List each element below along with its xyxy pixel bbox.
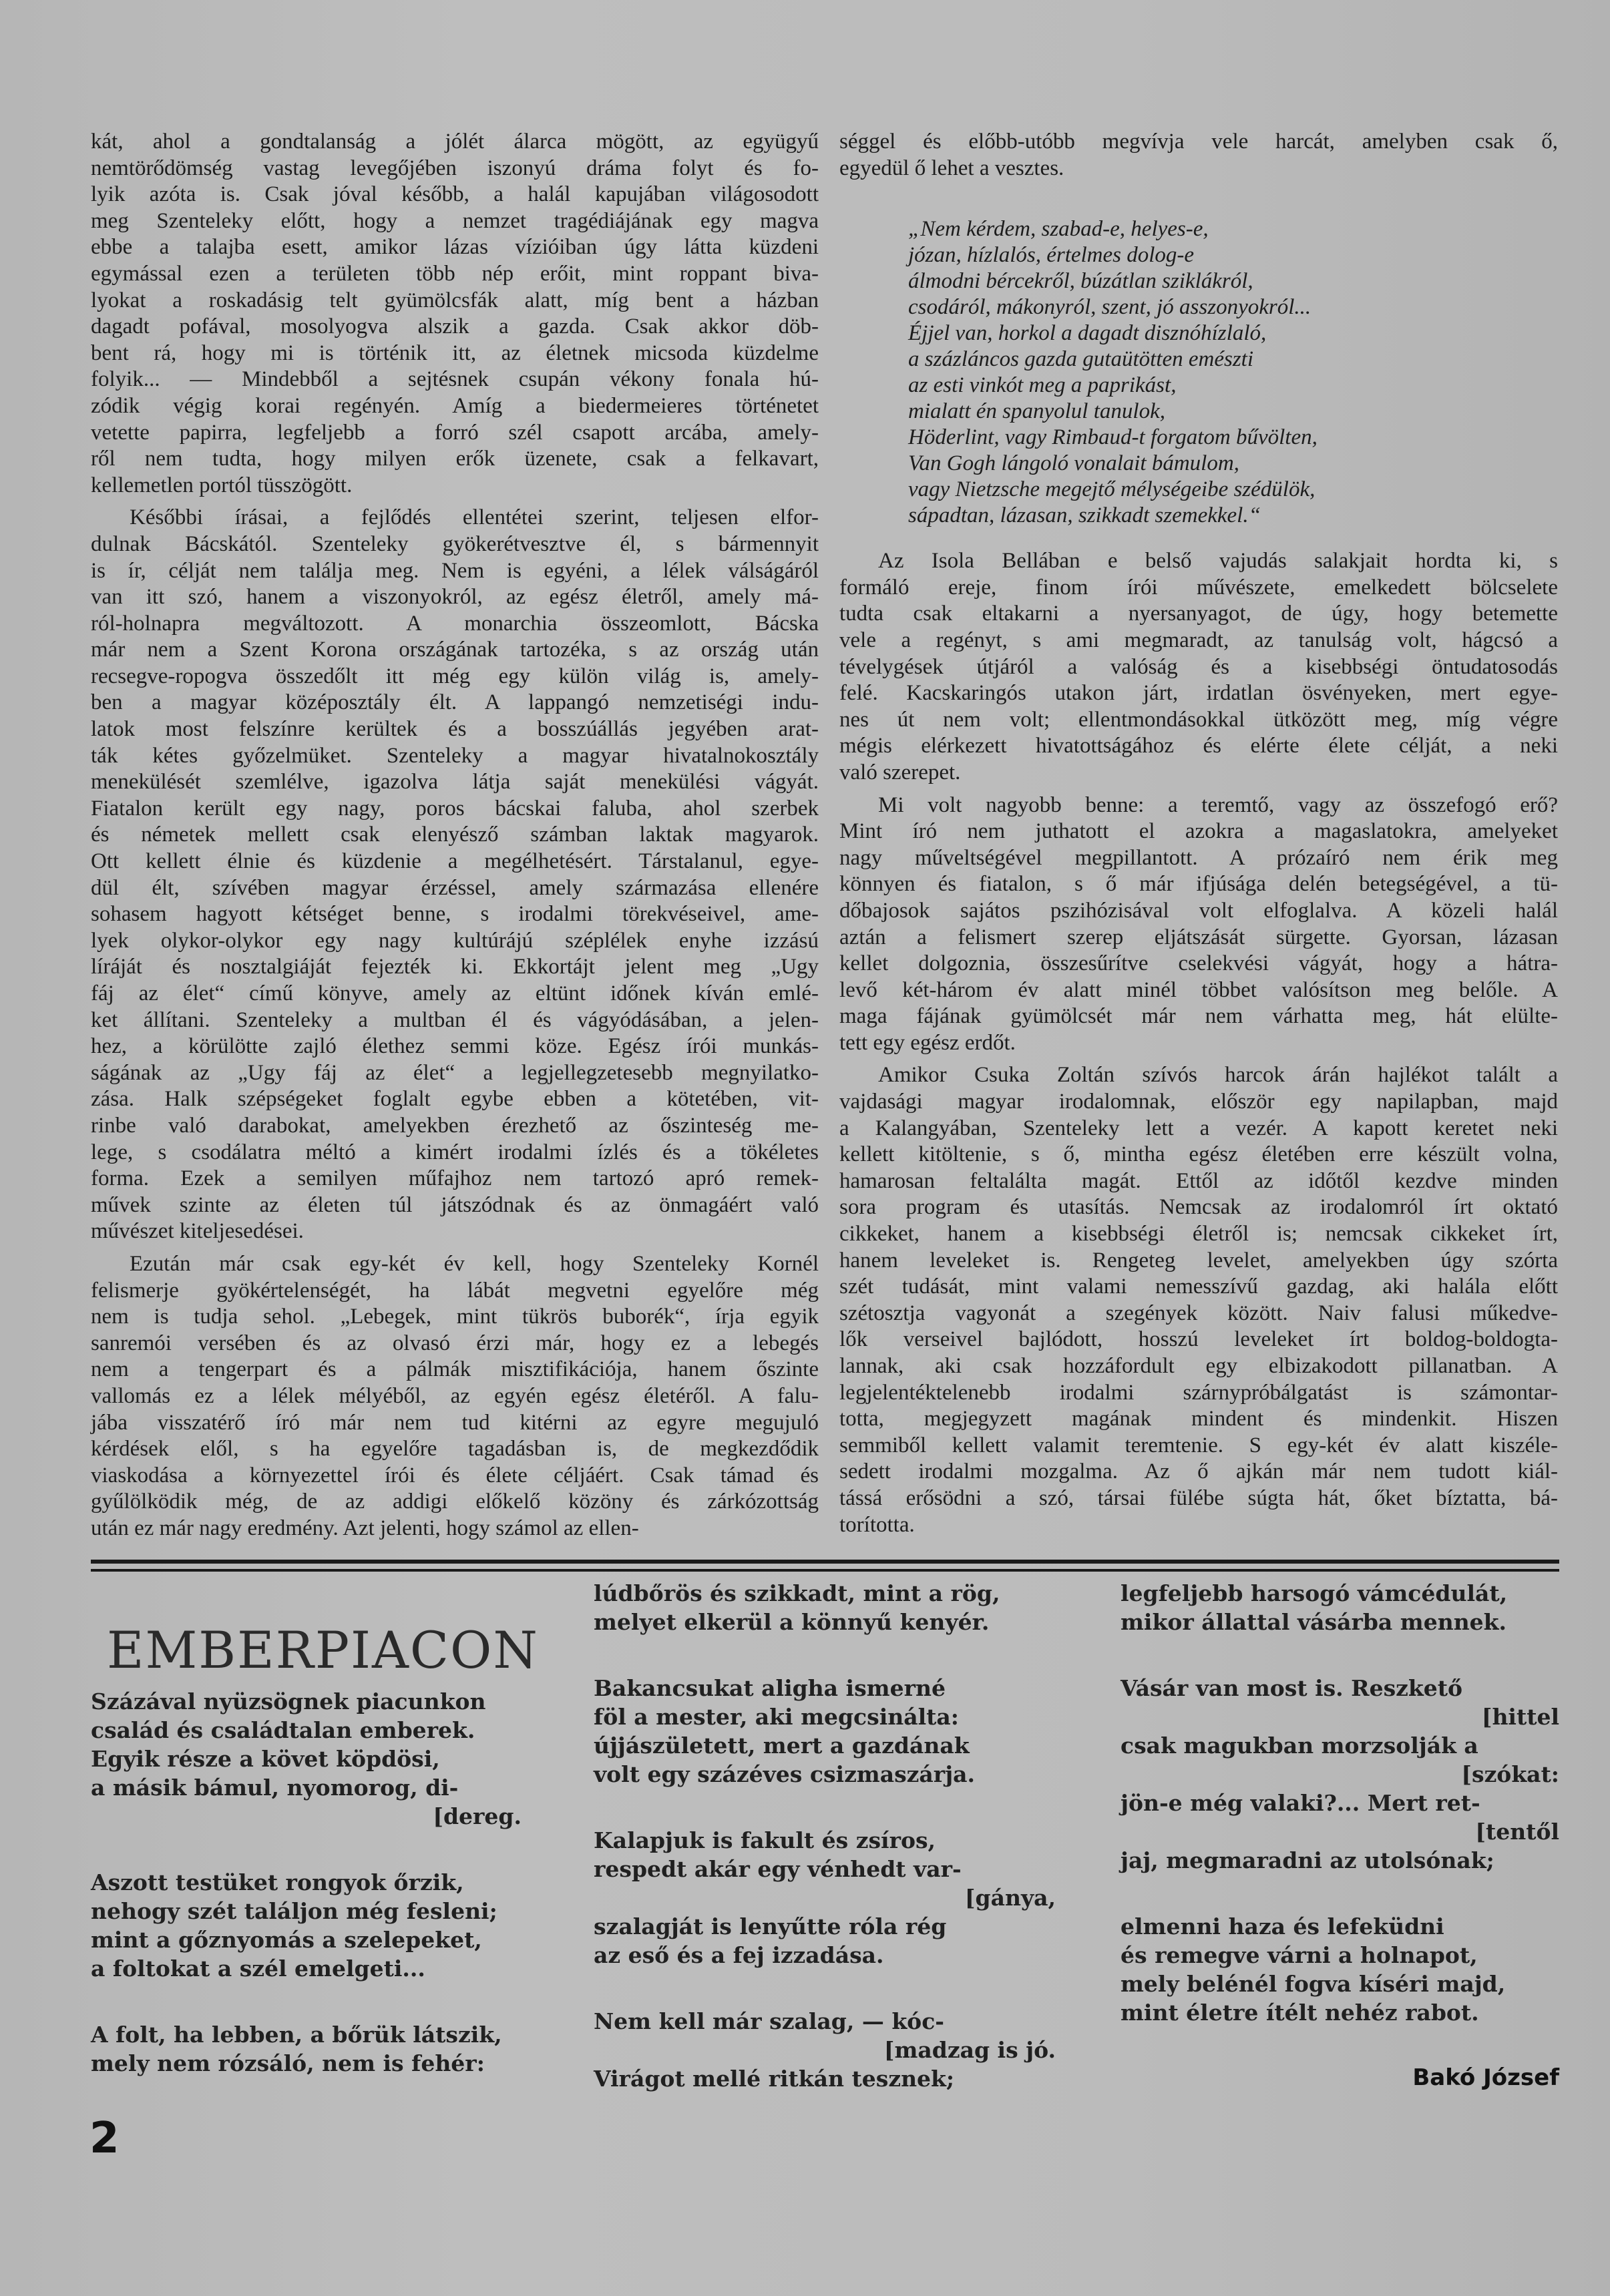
verse-line: sápadtan, lázasan, szikkadt szemekkel.“ [908,503,1261,528]
text-line: kellett kitöltenie, s ő, mintha egész életében erre készült volna, [839,1142,1558,1167]
text-line: Mint író nem juthatott el azokra a magaslatokra, amelyeket [839,819,1558,844]
poem-stanza [1121,1674,1559,1875]
paragraph [91,505,819,1245]
poem-line: mikor állattal vásárba mennek. [1121,1609,1507,1635]
verse-line: Van Gogh lángoló vonalait bámulom, [908,451,1239,476]
text-line: tévelygések útjáról a valóság és a kisebbségi öntudatosodás [839,654,1558,679]
text-line: torította. [839,1512,915,1537]
text-line: levő két-három év alatt minél többet valósítson meg belőle. A [839,977,1558,1002]
poem-stanza [594,1674,1056,1789]
poem-line: [gánya, [964,1885,1056,1911]
poem-stanza [594,2007,1056,2093]
paragraph [91,129,819,499]
poem-line: A folt, ha lebben, a bőrük látszik, [91,2022,502,2048]
text-line: sedett irodalmi mozgalma. Az ő ajkán már nem tudott kiál- [839,1459,1558,1484]
text-line: ket állítani. Szenteleky a multban él és vágyódásában, a jelen- [91,1007,819,1032]
text-line: sohasem hagyott kétséget benne, s irodalmi törekvéseivel, ame- [91,902,819,927]
poem-line: mely nem rózsáló, nem is fehér: [91,2050,485,2076]
verse-line: csodáról, mákonyról, szent, jó asszonyokról... [908,295,1312,320]
text-line: nes út nem volt; ellentmondásokkal ütközött meg, míg végre [839,707,1558,732]
text-line: formáló ereje, finom írói művészete, emelkedett bölcselete [839,575,1558,600]
text-line: fáj az élet“ című könyve, amely az eltünt időnek kíván emlé- [91,981,819,1005]
text-line: Amikor Csuka Zoltán szívós harcok árán hajlékot talált a [878,1063,1558,1088]
poem-author: Bakó József [1412,2064,1559,2091]
poem-column-3 [1121,1579,1559,2064]
text-line: művészet kiteljesedései. [91,1219,304,1244]
poem-line: volt egy százéves csizmaszárja. [594,1761,976,1787]
text-line: jába visszatérő író már nem tud kitérni az egyre megujuló [91,1410,819,1435]
poem-column-2 [594,1579,1056,2130]
text-line: van itt szó, hanem a viszonyokról, az egész életről, amely má- [91,585,819,610]
text-line: Az Isola Bellában e belső vajudás salakjait hordta ki, s [878,549,1558,573]
poem-stanza [91,1687,522,1831]
text-line: lannak, aki csak hozzáfordult egy elbizakodott pillanatban. A [839,1354,1558,1378]
double-rule-bottom [91,1569,1559,1572]
text-line: bent rá, hogy mi is történik itt, az életnek micsoda küzdelme [91,340,819,365]
text-line: lyik azóta is. Csak jóval később, a halál kapujában világosodott [91,182,819,207]
poem-line: Aszott testüket rongyok őrzik, [91,1869,464,1895]
poem-line: [tentől [1475,1819,1559,1845]
text-line: vele a regényt, s ami megmaradt, az tanulság volt, hágcsó a [839,628,1558,652]
text-line: Ezután már csak egy-két év kell, hogy Szenteleky Kornél [130,1251,819,1276]
verse-line: józan, hízlalós, értelmes dolog-e [908,243,1195,268]
text-line: nemtörődömség vastag levegőjében iszonyú dráma folyt és fo- [91,156,819,180]
text-line: egymással ezen a területen több nép erőit, mint roppant biva- [91,261,819,286]
verse-line: Höderlint, vagy Rimbaud-t forgatom bűvölten, [908,425,1318,450]
text-line: lyokat a roskadásig telt gyümölcsfák alatt, míg bent a házban [91,288,819,312]
poem-line: mint a gőznyomás a szelepeket, [91,1927,482,1953]
text-line: egyedül ő lehet a vesztes. [839,156,1064,180]
article-right-column [839,129,1558,1544]
quoted-verse [908,216,1558,529]
text-line: tudta csak eltakarni a nyersanyagot, de úgy, hogy betemette [839,602,1558,626]
text-line: tett egy egész erdőt. [839,1030,1016,1055]
paragraph [839,792,1558,1057]
poem-line: család és családtalan emberek. [91,1717,475,1743]
text-line: recsegve-ropogva összedőlt itt még egy külön világ is, amely- [91,664,819,688]
text-line: aztán a felismert szerep eljátszását sürgette. Gyorsan, lázasan [839,925,1558,949]
poem-column-1 [91,1687,522,2115]
poem-line: a másik bámul, nyomorog, di- [91,1775,459,1801]
text-line: tássá erősödni a szó, társai fülébe súgta hát, őket bíztatta, bá- [839,1485,1558,1510]
poem-stanza [91,2020,522,2078]
text-line: nem a tengerpart és a pálmák misztifikációja, hanem őszinte [91,1357,819,1382]
text-line: vajdasági magyar irodalomnak, először egy napilapban, majd [839,1090,1558,1114]
text-line: ról-holnapra megváltozott. A monarchia összeomlott, Bácska [91,611,819,636]
poem-line: [madzag is jó. [883,2037,1056,2063]
verse-line: „Nem kérdem, szabad-e, helyes-e, [908,217,1209,242]
text-line: is ír, célját nem találja meg. Nem is egyéni, a lélek válságáról [91,558,819,583]
text-line: sora program és utasítás. Nemcsak az irodalomról írt oktató [839,1195,1558,1220]
paragraph [839,129,1558,182]
text-line: a Kalangyában, Szenteleky lett a vezér. A kapott keretet neki [839,1116,1558,1140]
poem-line: [szókat: [1461,1761,1559,1787]
text-line: dagadt pofával, mosolyogva alszik a gazda. Csak akkor döb- [91,314,819,339]
poem-line: melyet elkerül a könnyű kenyér. [594,1609,990,1635]
verse-line: Éjjel van, horkol a dagadt disznóhízlaló, [908,321,1267,346]
verse-line: vagy Nietzsche megejtő mélységeibe szédülök, [908,477,1316,502]
verse-line: álmodni bércekről, búzátlan sziklákról, [908,269,1253,294]
text-line: dulnak Bácskától. Szenteleky gyökerétvesztve él, s bármennyit [91,531,819,556]
text-line: Fiatalon került egy nagy, poros bácskai faluba, ahol szerbek [91,796,819,821]
text-line: cikkeket, hanem a kisebbségi életről is; nemcsak cikkeket írt, [839,1222,1558,1246]
verse-line: a százláncos gazda gutaütötten emészti [908,347,1253,372]
text-line: zása. Halk szépségeket foglalt egybe ebben a kötetében, vit- [91,1087,819,1112]
text-line: kellemetlen portól tüsszögött. [91,473,353,497]
poem-line: Virágot mellé ritkán tesznek; [594,2066,955,2092]
text-line: vetette papirra, legfeljebb a forró szél csapott arcába, amely- [91,420,819,445]
poem-line: újjászületett, mert a gazdának [594,1733,970,1759]
text-line: könnyen és fiatalon, s ő már ifjúsága delén betegségével, a tü- [839,872,1558,897]
poem-line: a foltokat a szél emelgeti... [91,1956,425,1982]
poem-line: lúdbőrös és szikkadt, mint a rög, [594,1580,1000,1606]
poem-line: Nem kell már szalag, — kóc- [594,2008,944,2034]
poem-line: és remegve várni a holnapot, [1121,1942,1478,1968]
text-line: lők verseivel bajlódott, hosszú leveleket írt boldog-boldogta- [839,1327,1558,1352]
text-line: kát, ahol a gondtalanság a jólét álarca mögött, az együgyű [91,130,819,154]
poem-stanza [594,1826,1056,1970]
paragraph [839,1062,1558,1538]
text-line: Ott kellett élnie és küzdenie a megélhetésért. Társtalanul, egye- [91,849,819,874]
text-line: forma. Ezek a semilyen műfajhoz nem tartozó apró remek- [91,1166,819,1191]
article-left-column [91,129,819,1548]
poem-line: mely belénél fogva kíséri majd, [1121,1971,1506,1997]
poem-line: az eső és a fej izzadása. [594,1942,884,1968]
poem-line: legfeljebb harsogó vámcédulát, [1121,1580,1508,1606]
text-line: sanremói versében és az olvasó érzi már, hogy ez a lebegés [91,1331,819,1355]
poem-line: jön-e még valaki?... Mert ret- [1121,1790,1480,1816]
text-line: ták kétes győzelmüket. Szenteleky a magyar hivatalnokosztály [91,743,819,768]
text-line: nagy műveltségével megpillantott. A prózaíró nem érik meg [839,845,1558,870]
poem-line: elmenni haza és lefeküdni [1121,1913,1444,1939]
verse-line: mialatt én spanyolul tanulok, [908,399,1165,424]
text-line: művek szinte az életen túl játszódnak és az önmagáért való [91,1192,819,1217]
poem-line: [dereg. [433,1803,522,1829]
poem-line: Vásár van most is. Reszkető [1121,1675,1463,1701]
text-line: ságának az „Ugy fáj az élet“ a legjellegzetesebb megnyilatko- [91,1060,819,1085]
text-line: latok most felszínre kerültek és a bosszúállás jegyében arat- [91,717,819,742]
text-line: ebbe a talajba esett, amikor lázas vízióiban úgy látta küzdeni [91,235,819,260]
poem-stanza [1121,1579,1559,1636]
text-line: semmiből kellett valamit teremtenie. S egy-két év alatt kiszéle- [839,1433,1558,1457]
poem-line: [hittel [1481,1704,1559,1730]
text-line: zódik végig korai regényén. Amíg a biedermeieres történetet [91,393,819,418]
poem-line: Kalapjuk is fakult és zsíros, [594,1827,936,1853]
text-line: való szerepet. [839,760,961,784]
text-line: hamarosan feltalálta magát. Ettől az időtől kezdve minden [839,1168,1558,1193]
paragraph [91,1251,819,1542]
poem-line: mint életre ítélt nehéz rabot. [1121,2000,1479,2026]
text-line: dőbajosok sajátos pszihózisával volt elfoglalva. A közeli halál [839,898,1558,923]
text-line: felismerje gyökértelenségét, ha lábát megvetni egyelőre még [91,1278,819,1303]
text-line: folyik... — Mindebből a sejtésnek csupán vékony fonala hú- [91,367,819,392]
poem-stanza [91,1868,522,1983]
text-line: nem is tudja sehol. „Lebegek, mint tükrös buborék“, írja egyik [91,1305,819,1329]
text-line: Mi volt nagyobb benne: a teremtő, vagy az összefogó erő? [878,792,1558,817]
poem-line: Százával nyüzsögnek piacunkon [91,1688,486,1714]
paragraph [839,548,1558,786]
poem-line: Egyik része a követ köpdösi, [91,1746,440,1772]
double-rule-top [91,1560,1559,1564]
text-line: mégis elérkezett hivatottságához és elérte élete célját, a neki [839,734,1558,758]
text-line: totta, megjegyzett magának mindent és mindenkit. Hiszen [839,1407,1558,1431]
poem-stanza [1121,1912,1559,2027]
text-line: kérdések elől, s ha egyelőre tagadásban is, de megkezdődik [91,1437,819,1461]
text-line: Későbbi írásai, a fejlődés ellentétei szerint, teljesen elfor- [130,505,819,530]
text-line: gyűlölködik még, de az addigi előkelő közöny és zárkózottság [91,1489,819,1514]
poem-line: nehogy szét találjon még fesleni; [91,1898,497,1924]
text-line: lege, s csodálatra méltó a kimért irodalmi ízlés és a tökéletes [91,1140,819,1164]
text-line: ben a magyar középosztály élt. A lappangó nemzetiségi indu- [91,690,819,715]
poem-line: szalagját is lenyűtte róla rég [594,1913,947,1939]
text-line: már nem a Szent Korona országának tartozéka, s az ország után [91,638,819,662]
text-line: séggel és előbb-utóbb megvívja vele harcát, amelyben csak ő, [839,130,1558,154]
text-line: legjelentéktelenebb irodalmi szárnypróbálgatást is számontar- [839,1380,1558,1405]
text-line: viaskodása a környezettel írói és élete céljáért. Csak támad és [91,1463,819,1487]
text-line: szétosztja vagyonát a szegények között. Naiv falusi műkedve- [839,1301,1558,1325]
text-line: szét tudását, mint valami nemesszívű gazdag, aki halála előtt [839,1275,1558,1299]
poem-stanza [594,1579,1056,1636]
text-line: rinbe való darabokat, amelyekben érezhető az őszinteség me- [91,1113,819,1138]
poem-line: respedt akár egy vénhedt var- [594,1856,962,1882]
text-line: meg Szenteleky előtt, hogy a nemzet tragédiájának egy magva [91,208,819,233]
text-line: hanem leveleket is. Rengeteg levelet, amelyekben úgy szórta [839,1248,1558,1273]
text-line: menekülését szemlélve, igazolva látja saját menekülési vágyát. [91,770,819,794]
text-line: maga fájának gyümölcsét már nem várhatta meg, hát elülte- [839,1004,1558,1029]
text-line: után ez már nagy eredmény. Azt jelenti, hogy számol az ellen- [91,1516,639,1540]
poem-title: EMBERPIACON [107,1620,539,1680]
text-line: és németek mellett csak elenyésző számban laktak magyarok. [91,823,819,847]
poem-line: Bakancsukat aligha ismerné [594,1675,946,1701]
poem-line: csak magukban morzsolják a [1121,1733,1478,1759]
text-line: kellet dolgoznia, összesűrítve cselekvési vágyát, hogy a hátra- [839,951,1558,976]
text-line: dül élt, szívében magyar érzéssel, amely származása ellenére [91,875,819,900]
text-line: vallomás ez a lélek mélyéből, az egyén egész életéről. A falu- [91,1383,819,1408]
text-line: felé. Kacskaringós utakon járt, irdatlan ösvényeken, mert egye- [839,681,1558,706]
text-line: lyek olykor-olykor egy nagy kultúrájú széplélek enyhe izzású [91,928,819,953]
text-line: líráját és nosztalgiáját fejezték ki. Ekkortájt jelent meg „Ugy [91,955,819,979]
poem-line: jaj, megmaradni az utolsónak; [1121,1847,1494,1873]
text-line: ről nem tudta, hogy milyen erők üzenete, csak a felkavart, [91,447,819,471]
page-number: 2 [89,2114,120,2163]
poem-line: föl a mester, aki megcsinálta: [594,1704,959,1730]
text-line: hez, a körülötte zajló élethez semmi köze. Egész írói munkás- [91,1034,819,1059]
verse-line: az esti vinkót meg a paprikást, [908,373,1177,398]
